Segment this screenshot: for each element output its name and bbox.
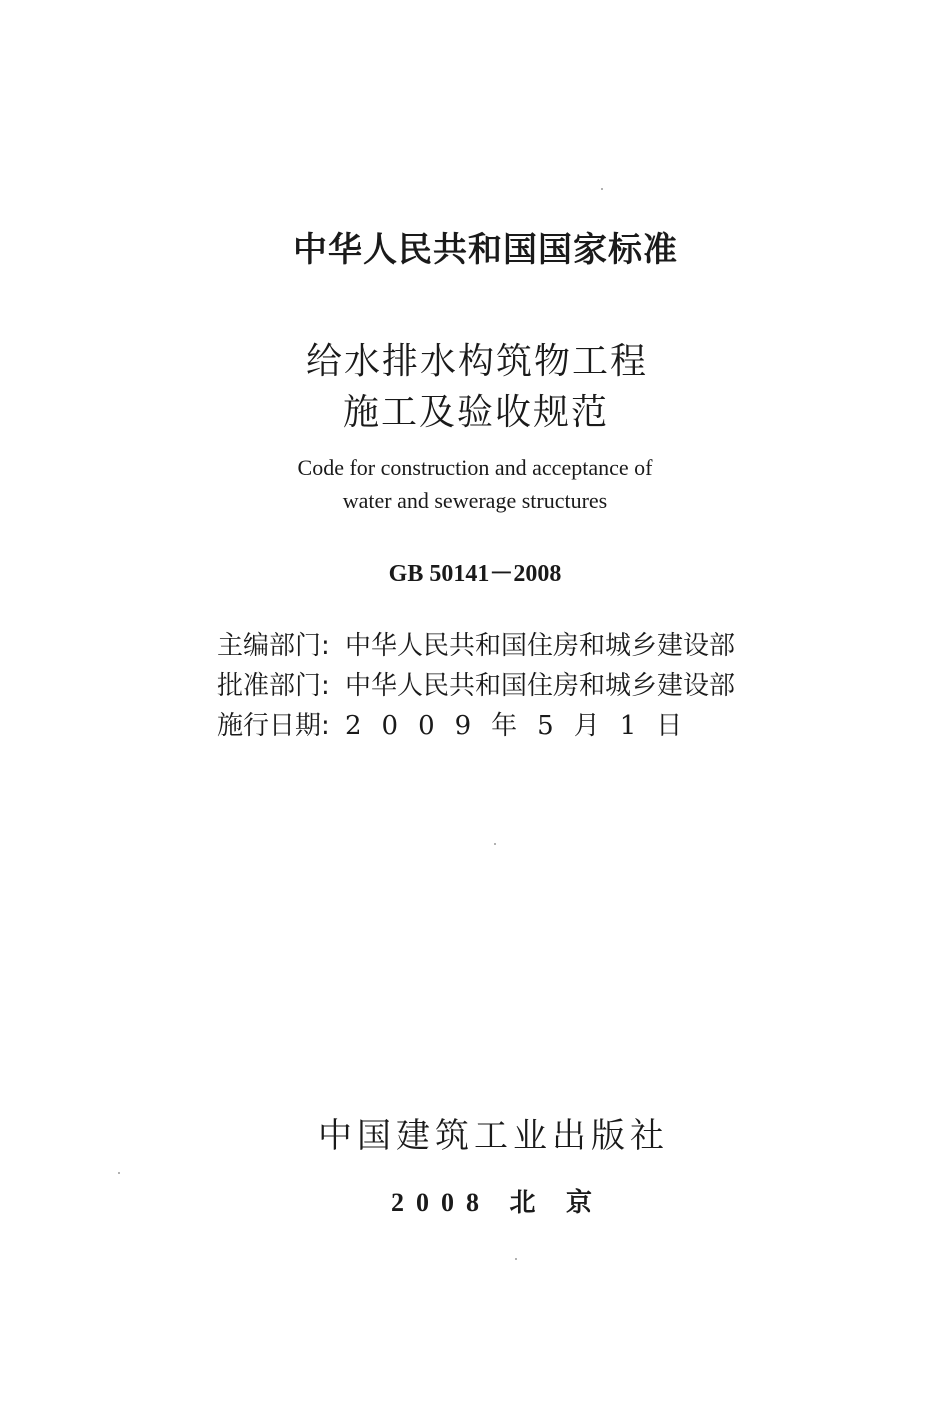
english-title-line-1: Code for construction and acceptance of — [297, 455, 653, 480]
editor-department-label: 主编部门: — [217, 631, 330, 661]
scan-speck — [515, 1258, 517, 1260]
effective-date-row — [217, 705, 702, 742]
chinese-title-line-2: 施工及验收规范 — [343, 392, 610, 433]
publisher-name: 中国建筑工业出版社 — [318, 1116, 669, 1156]
scan-speck — [494, 843, 496, 845]
standard-code: GB 50141－2008 — [388, 561, 562, 587]
effective-date-label: 施行日期: — [217, 711, 330, 741]
editor-department-value: 中华人民共和国住房和城乡建设部 — [345, 631, 736, 661]
chinese-title-line-1: 给水排水构筑物工程 — [306, 341, 649, 382]
publication-place-year: 2008 北 京 — [391, 1188, 605, 1217]
approver-department-label: 批准部门: — [217, 671, 330, 701]
approver-department-row — [217, 665, 735, 702]
effective-date-value: 2009年5月1日 — [345, 711, 703, 741]
english-title-line-2: water and sewerage structures — [342, 488, 608, 513]
scan-speck — [601, 188, 603, 190]
editor-department-row — [217, 625, 735, 662]
standard-type-heading: 中华人民共和国国家标准 — [293, 230, 678, 270]
scan-speck — [118, 1172, 120, 1174]
approver-department-value: 中华人民共和国住房和城乡建设部 — [345, 671, 736, 701]
